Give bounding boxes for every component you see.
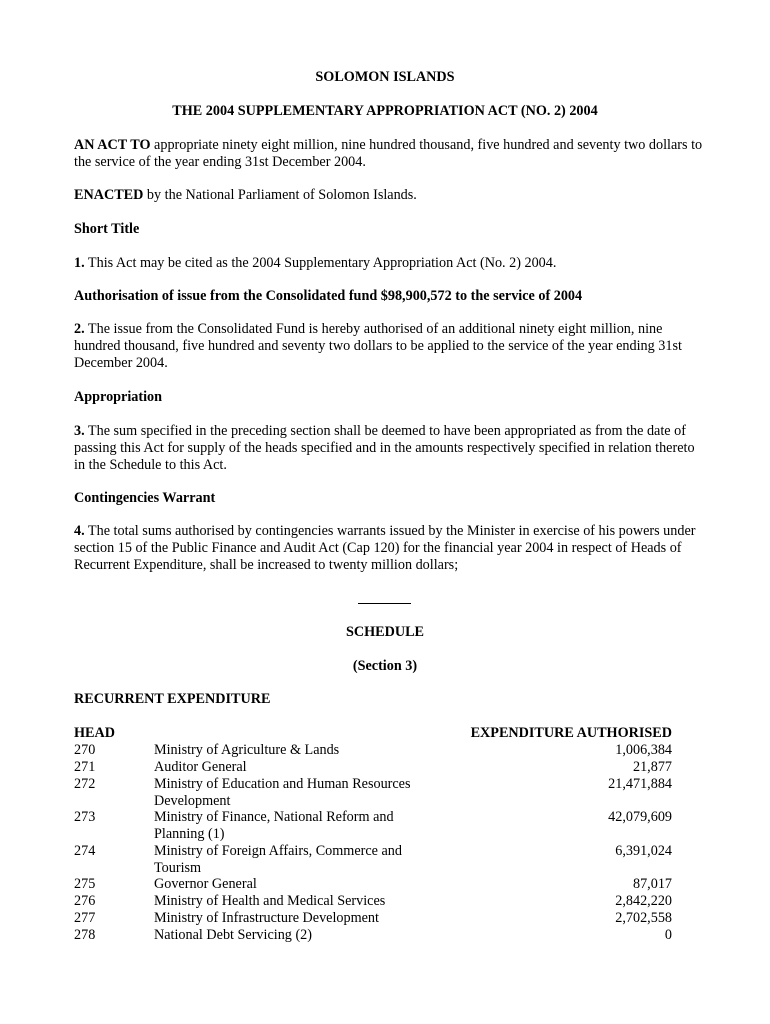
enacted-lead: ENACTED [74, 187, 144, 203]
row-amount: 2,842,220 [615, 893, 672, 909]
section-3-text [74, 423, 699, 474]
row-name: Auditor General [154, 759, 247, 775]
section-body: The total sums authorised by contingencies warrants issued by the Minister in exercise of his powers under section 15 of the Public Finance and Audit Act (Cap 120) for the financial year 2004 in respect of Heads of Recurrent Expenditure, shall be increased to twenty million dollars; [74, 523, 696, 573]
section-body: This Act may be cited as the 2004 Supplementary Appropriation Act (No. 2) 2004. [84, 255, 557, 271]
section-2-text [74, 321, 704, 372]
row-amount: 1,006,384 [615, 742, 672, 758]
row-head: 272 [74, 776, 96, 792]
row-head: 273 [74, 809, 96, 825]
country-heading: SOLOMON ISLANDS [315, 69, 455, 85]
row-name: Ministry of Health and Medical Services [154, 893, 386, 909]
row-head: 276 [74, 893, 96, 909]
schedule-title: SCHEDULE [345, 624, 425, 640]
row-amount: 6,391,024 [615, 843, 672, 859]
row-name: Ministry of Finance, National Reform and Planning (1) [154, 809, 394, 842]
section-number: 2. [74, 321, 85, 337]
row-amount: 42,079,609 [608, 809, 672, 825]
row-name: Ministry of Education and Human Resources Development [154, 776, 411, 809]
row-head: 275 [74, 876, 96, 892]
row-name: Governor General [154, 876, 257, 892]
row-amount: 0 [664, 927, 672, 943]
row-head: 270 [74, 742, 96, 758]
row-head: 277 [74, 910, 96, 926]
section-body: The issue from the Consolidated Fund is hereby authorised of an additional ninety eight million, nine hundred thousand, five hundred and seventy two dollars to be applied to the service of the year ending 31st December 2004. [74, 321, 682, 371]
section-heading-authorisation: Authorisation of issue from the Consolidated fund $98,900,572 to the service of 2004 [74, 288, 583, 304]
row-amount: 21,471,884 [608, 776, 672, 792]
section-heading-short-title: Short Title [74, 221, 140, 237]
row-name: Ministry of Infrastructure Development [154, 910, 379, 926]
act-title: THE 2004 SUPPLEMENTARY APPROPRIATION ACT (NO. 2) 2004 [172, 103, 598, 119]
row-amount: 2,702,558 [615, 910, 672, 926]
row-name: Ministry of Agriculture & Lands [154, 742, 340, 758]
section-4-text [74, 523, 704, 574]
row-head: 271 [74, 759, 96, 775]
section-body: The sum specified in the preceding section shall be deemed to have been appropriated as from the date of passing this Act for supply of the heads specified and in the amounts respectively specified in relation thereto in the Schedule to this Act. [74, 423, 695, 473]
section-number: 1. [74, 255, 85, 271]
row-amount: 21,877 [632, 759, 672, 775]
row-amount: 87,017 [632, 876, 672, 892]
preamble [74, 137, 704, 171]
preamble-lead: AN ACT TO [74, 137, 151, 153]
schedule-subtitle: (Section 3) [352, 658, 418, 674]
schedule-table-header [74, 725, 672, 742]
column-header-head: HEAD [74, 725, 115, 741]
column-header-amount: EXPENDITURE AUTHORISED [470, 725, 672, 741]
enacted-text: by the National Parliament of Solomon Islands. [143, 187, 417, 203]
enacted-clause [74, 187, 704, 204]
section-number: 4. [74, 523, 85, 539]
preamble-text: appropriate ninety eight million, nine hundred thousand, five hundred and seventy two dollars to the service of the year ending 31st December 2004. [74, 137, 703, 170]
section-heading-appropriation: Appropriation [74, 389, 163, 405]
row-head: 278 [74, 927, 96, 943]
section-heading-contingencies: Contingencies Warrant [74, 490, 216, 506]
row-head: 274 [74, 843, 96, 859]
schedule-category: RECURRENT EXPENDITURE [74, 691, 271, 707]
section-number: 3. [74, 423, 85, 439]
separator-rule [358, 603, 411, 604]
row-name: National Debt Servicing (2) [154, 927, 312, 943]
section-1-text [74, 255, 704, 272]
row-name: Ministry of Foreign Affairs, Commerce and Tourism [154, 843, 402, 876]
